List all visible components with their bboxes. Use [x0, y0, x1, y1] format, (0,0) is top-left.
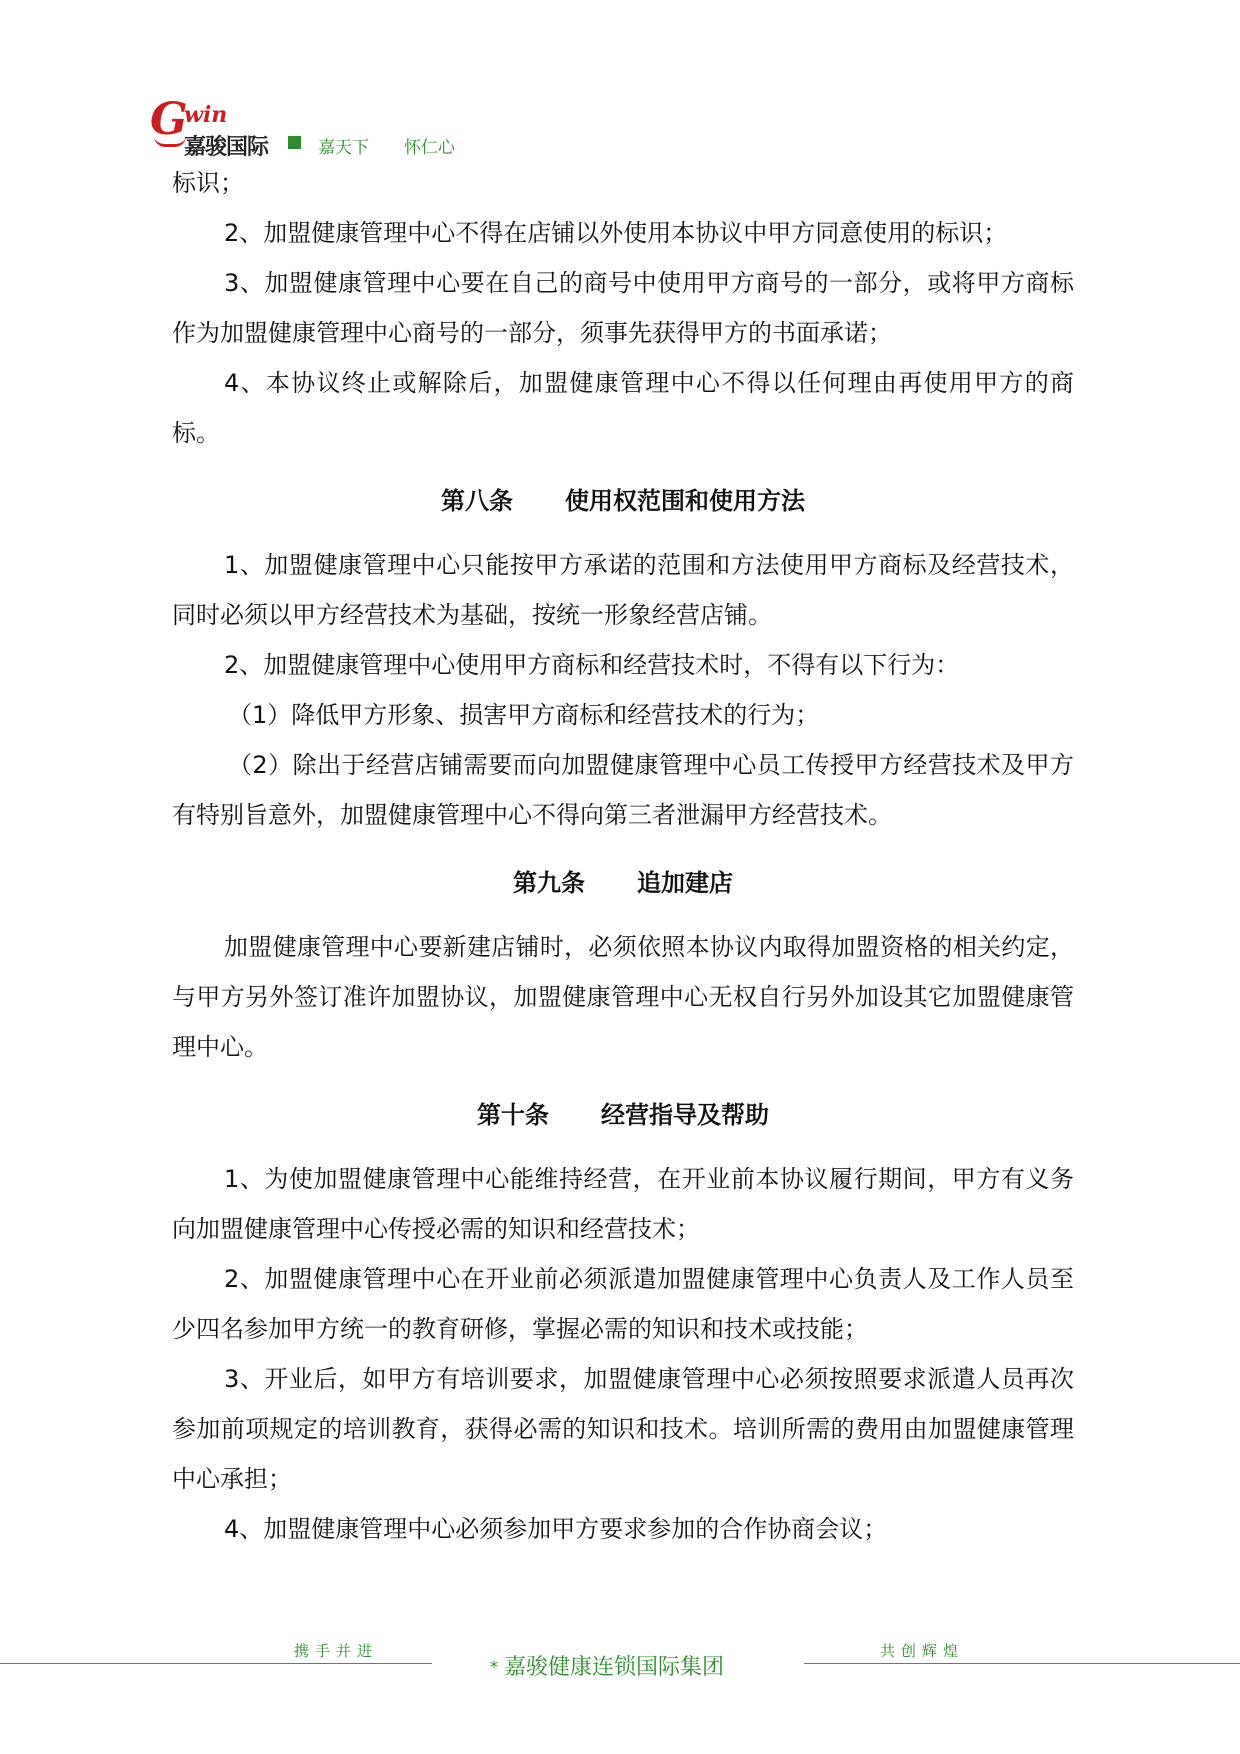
logo-swoosh-icon	[154, 136, 186, 147]
article-9-paragraph-1: 加盟健康管理中心要新建店铺时，必须依照本协议内取得加盟资格的相关约定，与甲方另外签订准许加盟协议，加盟健康管理中心无权自行另外加设其它加盟健康管理中心。	[172, 933, 1074, 1061]
footer-divider-right	[804, 1663, 1240, 1664]
footer-company-text: 嘉骏健康连锁国际集团	[504, 1655, 725, 1680]
article-10-heading	[172, 1090, 1074, 1140]
company-logo	[150, 94, 280, 160]
article-9-heading	[172, 858, 1074, 908]
article-9-number: 第九条	[513, 869, 585, 897]
logo-letter-g: G	[150, 94, 188, 145]
header-slogan-1: 嘉天下	[318, 138, 369, 158]
article-8-number: 第八条	[441, 487, 513, 515]
article-8-subitem-1: （1）降低甲方形象、损害甲方商标和经营技术的行为；	[228, 701, 820, 729]
footer-slogan-left: 携手并进	[294, 1642, 379, 1660]
page-header	[150, 94, 550, 160]
article-8-paragraph-1: 1、加盟健康管理中心只能按甲方承诺的范围和方法使用甲方商标及经营技术，同时必须以甲方经营技术为基础，按统一形象经营店铺。	[172, 551, 1074, 629]
page-footer	[0, 1620, 1240, 1680]
paragraph-item-3: 3、加盟健康管理中心要在自己的商号中使用甲方商号的一部分，或将甲方商标作为加盟健康管理中心商号的一部分，须事先获得甲方的书面承诺；	[172, 269, 1074, 347]
article-10-paragraph-3: 3、开业后，如甲方有培训要求，加盟健康管理中心必须按照要求派遣人员再次参加前项规定的培训教育，获得必需的知识和技术。培训所需的费用由加盟健康管理中心承担；	[172, 1365, 1074, 1493]
header-slogan-2: 怀仁心	[404, 138, 455, 158]
article-10-number: 第十条	[477, 1101, 549, 1129]
logo-win-text: win	[184, 102, 228, 128]
paragraph-item-2: 2、加盟健康管理中心不得在店铺以外使用本协议中甲方同意使用的标识；	[224, 219, 1008, 247]
paragraph-item-4: 4、本协议终止或解除后，加盟健康管理中心不得以任何理由再使用甲方的商标。	[172, 369, 1074, 447]
article-10-paragraph-4: 4、加盟健康管理中心必须参加甲方要求参加的合作协商会议；	[224, 1515, 888, 1543]
article-9-title: 追加建店	[637, 869, 733, 897]
article-10-paragraph-2: 2、加盟健康管理中心在开业前必须派遣加盟健康管理中心负责人及工作人员至少四名参加甲方统一的教育研修，掌握必需的知识和技术或技能；	[172, 1265, 1074, 1343]
article-8-paragraph-2: 2、加盟健康管理中心使用甲方商标和经营技术时，不得有以下行为：	[224, 651, 960, 679]
green-square-icon	[288, 136, 301, 149]
article-8-heading	[172, 476, 1074, 526]
star-icon: *	[490, 1657, 498, 1676]
document-body	[172, 158, 1074, 1554]
footer-divider-left	[0, 1663, 432, 1664]
logo-chinese-name: 嘉骏国际	[184, 135, 269, 160]
footer-slogan-right: 共创辉煌	[880, 1642, 965, 1660]
article-8-subitem-2: （2）除出于经营店铺需要而向加盟健康管理中心员工传授甲方经营技术及甲方有特别旨意外，加盟健康管理中心不得向第三者泄漏甲方经营技术。	[172, 751, 1074, 829]
footer-company-name	[490, 1650, 724, 1681]
paragraph-continuation: 标识；	[172, 169, 244, 197]
article-8-title: 使用权范围和使用方法	[565, 487, 805, 515]
article-10-title: 经营指导及帮助	[601, 1101, 769, 1129]
article-10-paragraph-1: 1、为使加盟健康管理中心能维持经营，在开业前本协议履行期间，甲方有义务向加盟健康管理中心传授必需的知识和经营技术；	[172, 1165, 1074, 1243]
